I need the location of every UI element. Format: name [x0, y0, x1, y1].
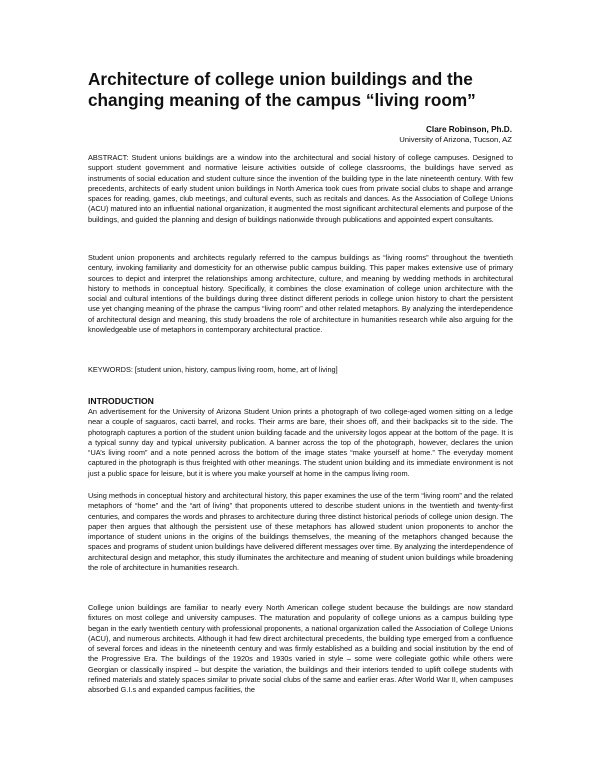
abstract-paragraph-1: ABSTRACT: Student unions buildings are a window into the architectural and social history of college campuses. Designed to support student government and normative leisure activities outside of college classrooms, the buildings have served as instruments of social education and student culture since the invention of the building type in the late nineteenth century. With few precedents, architects of early student union buildings in North America took cues from private social clubs to shape and arrange spaces for reading, games, club meetings, and cultural events, such as recitals and dances. As the Association of College Unions (ACU) matured into an influential national organization, it augmented the most significant architectural elements and purpose of the buildings, and guided the planning and design of buildings nationwide through publications and appointed expert consultants. — [88, 153, 513, 224]
intro-paragraph-1: An advertisement for the University of Arizona Student Union prints a photograph of two college-aged women sitting on a ledge near a couple of saguaros, cacti barrel, and rocks. Their arms are bare, their shoes off, and their backpacks sit to the side. The photograph captures a portion of the student union building facade and the university logos appear at the bottom of the page. It is a typical sunny day and typical university publication. A banner across the top of the photograph, however, declares the union “UA’s living room” and a note penned across the bottom of the image states “make yourself at home.” The everyday moment captured in the photograph is thus freighted with other meanings. The student union building and its immediate environment is not just a public space for leisure, but it is where you make yourself at home in the campus living room. — [88, 407, 513, 478]
author-name: Clare Robinson, Ph.D. — [426, 125, 512, 134]
author-affiliation: University of Arizona, Tucson, AZ — [399, 135, 512, 144]
keywords: KEYWORDS: [student union, history, campus living room, home, art of living] — [88, 365, 338, 374]
intro-paragraph-3: College union buildings are familiar to nearly every North American college student because the buildings are now standard fixtures on most college and university campuses. The maturation and popularity of college unions as a campus building type began in the early twentieth century with professional proponents, a national organization called the Association of College Unions (ACU), and numerous architects. Although it had few direct architectural precedents, the building type emerged from a confluence of several forces and ideas in the nineteenth century and was firmly established as a building and social institution by the end of the Progressive Era. The buildings of the 1920s and 1930s varied in style – some were collegiate gothic while others were Georgian or classically inspired – but despite the variation, the buildings and their interiors tended to uplift college students with refined materials and stately spaces similar to private social clubs of the same and earlier eras. After World War II, when campuses absorbed G.I.s and expanded campus facilities, the — [88, 603, 513, 695]
author-block — [300, 125, 512, 145]
intro-paragraph-2: Using methods in conceptual history and architectural history, this paper examines the use of the term “living room” and the related metaphors of “home” and the “art of living” that proponents uttered to describe student unions in the twentieth and twenty-first centuries, and compares the words and phrases to architecture during three distinct historical periods of college union design. The paper then argues that although the persistent use of these metaphors has allowed student union proponents to anchor the importance of student unions in the origins of the buildings themselves, the meaning of the metaphors changed because the spaces and programs of student union buildings have delivered different messages over time. By analyzing the interdependence of architectural design and metaphor, this study illuminates the architecture and meaning of student union buildings while broadening the role of architecture in humanities research. — [88, 491, 513, 573]
section-heading-introduction: INTRODUCTION — [88, 396, 154, 406]
abstract-paragraph-2: Student union proponents and architects regularly referred to the campus buildings as “living rooms” throughout the twentieth century, invoking familiarity and domesticity for an otherwise public campus building. This paper makes extensive use of primary sources to depict and interpret the relationships among architecture, culture, and meaning by wedding methods in architectural history to methods in conceptual history. Specifically, it combines the close examination of college union architecture with the social and cultural intentions of the buildings during three distinct different periods in college union history to chart the persistent use yet changing meaning of the phrase the campus “living room” and other related metaphors. By analyzing the interdependence of architectural design and meaning, this study broadens the role of architecture in humanities research while also arguing for the knowledgeable use of metaphors in contemporary architectural practice. — [88, 253, 513, 335]
paper-title: Architecture of college union buildings and the changing meaning of the campus “living room” — [88, 69, 476, 110]
